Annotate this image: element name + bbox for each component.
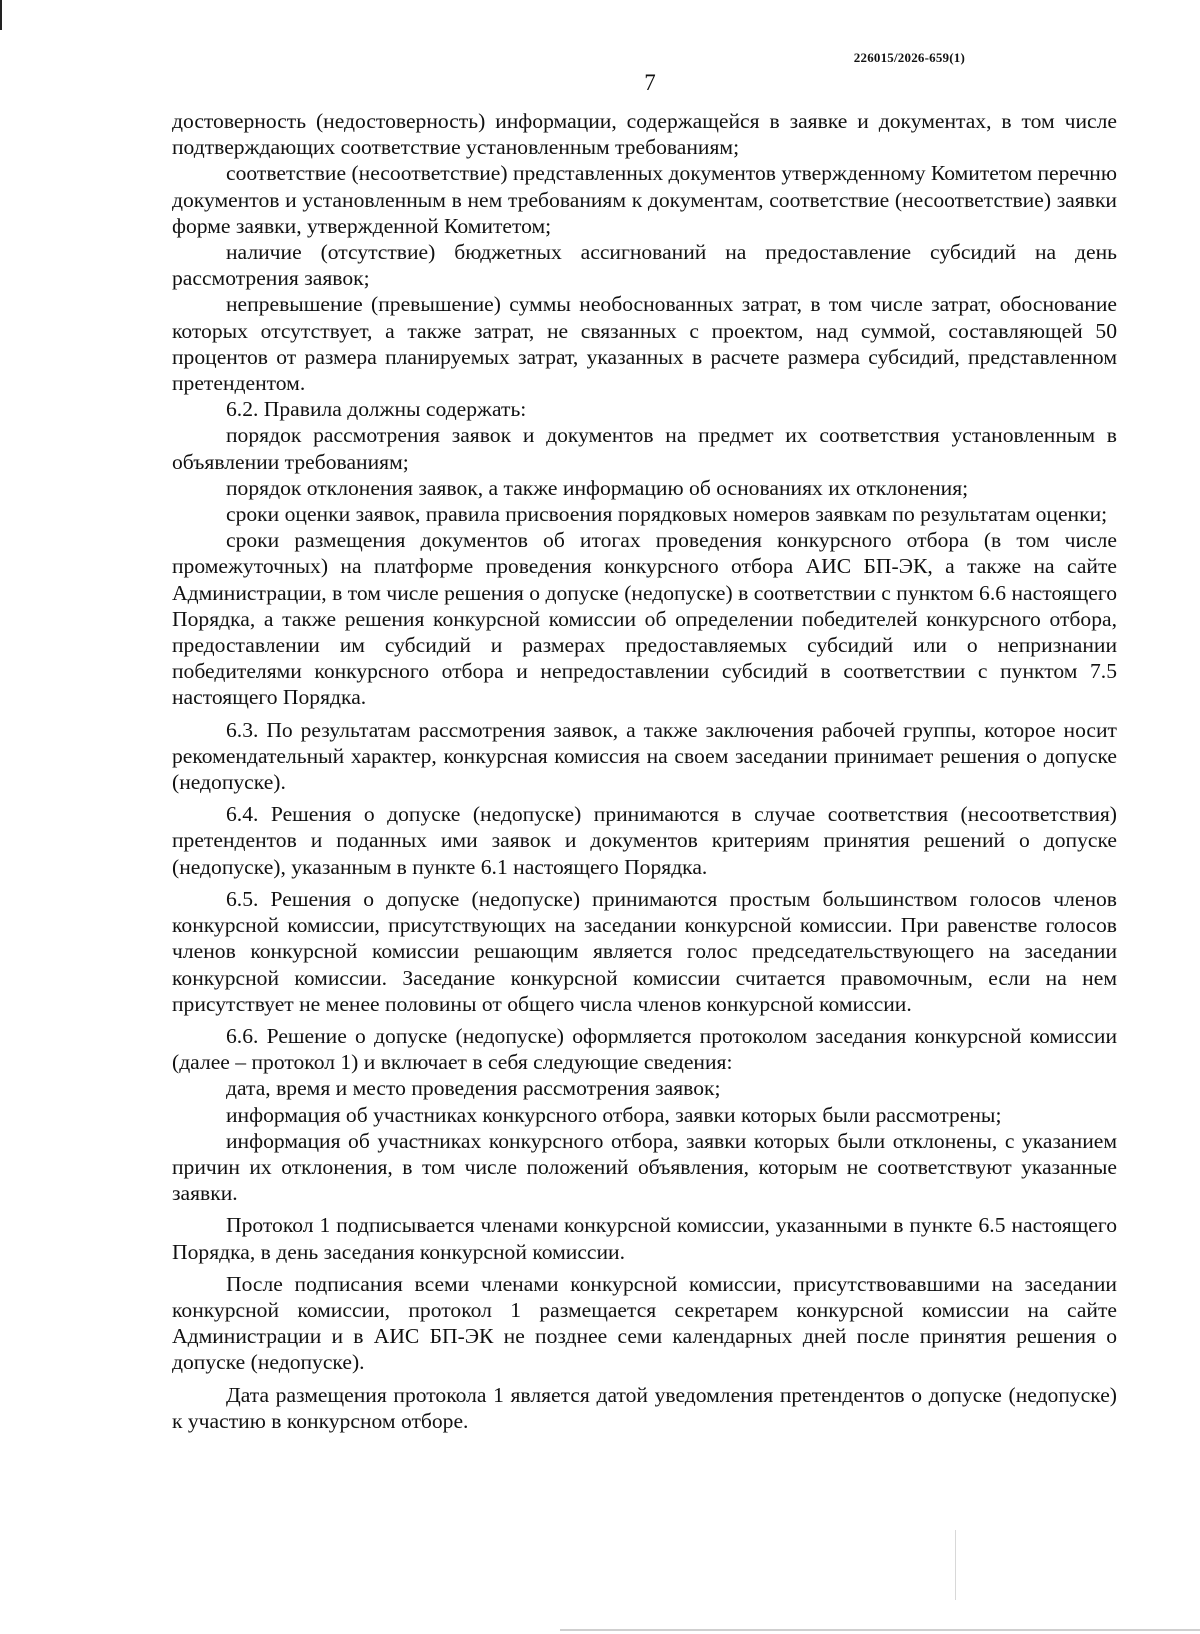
paragraph-protocol-date: дата, время и место проведения рассмотрения заявок; bbox=[226, 1076, 721, 1101]
document-id: 226015/2026-659(1) bbox=[853, 50, 965, 65]
paragraph-6-3: 6.3. По результатам рассмотрения заявок, а также заключения рабочей группы, которое носит рекомендательный характер, конкурсная комиссия на своем заседании принимает решения о допуске (недопуске). bbox=[172, 717, 1117, 795]
paragraph-6-2: 6.2. Правила должны содержать: bbox=[226, 397, 527, 422]
paragraph-6-5: 6.5. Решения о допуске (недопуске) принимаются простым большинством голосов членов конкурсной комиссии, присутствующих на заседании конкурсной комиссии. При равенстве голосов членов конкурсной комиссии решающим является голос председательствующего на заседании конкурсной комиссии. Заседание конкурсной комиссии считается правомочным, если на нем присутствует не менее половины от общего числа членов конкурсной комиссии. bbox=[172, 886, 1117, 1016]
paragraph-criterion-reliability: достоверность (недостоверность) информации, содержащейся в заявке и документах, в том числе подтверждающих соответствие установленным требованиям; bbox=[172, 109, 1117, 160]
paragraph-protocol-signing: Протокол 1 подписывается членами конкурсной комиссии, указанными в пункте 6.5 настоящего Порядка, в день заседания конкурсной комиссии. bbox=[172, 1213, 1117, 1264]
paragraph-criterion-compliance: соответствие (несоответствие) представленных документов утвержденному Комитетом перечню документов и установленным в нем требованиям к документам, соответствие (несоответствие) заявки форме заявки, утвержденной Комитетом; bbox=[172, 161, 1117, 238]
paragraph-criterion-costs: непревышение (превышение) суммы необоснованных затрат, в том числе затрат, обоснование которых отсутствует, а также затрат, не связанных с проектом, над суммой, составляющей 50 процентов от размера планируемых затрат, указанных в расчете размера субсидий, представленном претендентом. bbox=[172, 292, 1117, 396]
scan-edge-mark bbox=[0, 0, 2, 30]
paragraph-6-6: 6.6. Решение о допуске (недопуске) оформляется протоколом заседания конкурсной комиссии (далее – протокол 1) и включает в себя следующие сведения: bbox=[172, 1023, 1117, 1075]
paragraph-rules-rejection-order: порядок отклонения заявок, а также информацию об основаниях их отклонения; bbox=[226, 475, 969, 500]
document-body bbox=[172, 108, 1117, 1434]
paragraph-protocol-publication: После подписания всеми членами конкурсной комиссии, присутствовавшими на заседании конкурсной комиссии, протокол 1 размещается секретарем конкурсной комиссии на сайте Администрации и в АИС БП-ЭК не позднее семи календарных дней после принятия решения о допуске (недопуске). bbox=[172, 1271, 1117, 1375]
paragraph-rules-review-order: порядок рассмотрения заявок и документов на предмет их соответствия установленным в объявлении требованиям; bbox=[172, 423, 1117, 474]
paragraph-6-4: 6.4. Решения о допуске (недопуске) принимаются в случае соответствия (несоответствия) претендентов и поданных ими заявок и документов критериям принятия решений о допуске (недопуске), указанным в пункте 6.1 настоящего Порядка. bbox=[172, 802, 1117, 879]
scan-artifact-line bbox=[955, 1530, 956, 1600]
paragraph-protocol-reviewed: информация об участниках конкурсного отбора, заявки которых были рассмотрены; bbox=[226, 1102, 1002, 1127]
paragraph-rules-publication-terms: сроки размещения документов об итогах проведения конкурсного отбора (в том числе промежуточных) на платформе проведения конкурсного отбора АИС БП-ЭК, а также на сайте Администрации, в том числе решения о допуске (недопуске) в соответствии с пунктом 6.6 настоящего Порядка, а также решения конкурсной комиссии об определении победителей конкурсного отбора, предоставлении им субсидий и размерах предоставляемых субсидий или о непризнании победителями конкурсного отбора и непредоставлении субсидий в соответствии с пунктом 7.5 настоящего Порядка. bbox=[172, 528, 1117, 710]
scan-artifact-bottom-line bbox=[560, 1629, 1200, 1631]
paragraph-criterion-budget: наличие (отсутствие) бюджетных ассигнований на предоставление субсидий на день рассмотрения заявок; bbox=[172, 240, 1117, 291]
paragraph-protocol-rejected: информация об участниках конкурсного отбора, заявки которых были отклонены, с указанием причин их отклонения, в том числе положений объявления, которым не соответствуют указанные заявки. bbox=[172, 1128, 1117, 1206]
paragraph-notification-date: Дата размещения протокола 1 является датой уведомления претендентов о допуске (недопуске) к участию в конкурсном отборе. bbox=[172, 1382, 1117, 1433]
paragraph-rules-evaluation-terms: сроки оценки заявок, правила присвоения порядковых номеров заявкам по результатам оценки; bbox=[226, 502, 1108, 527]
page-number: 7 bbox=[644, 70, 656, 95]
